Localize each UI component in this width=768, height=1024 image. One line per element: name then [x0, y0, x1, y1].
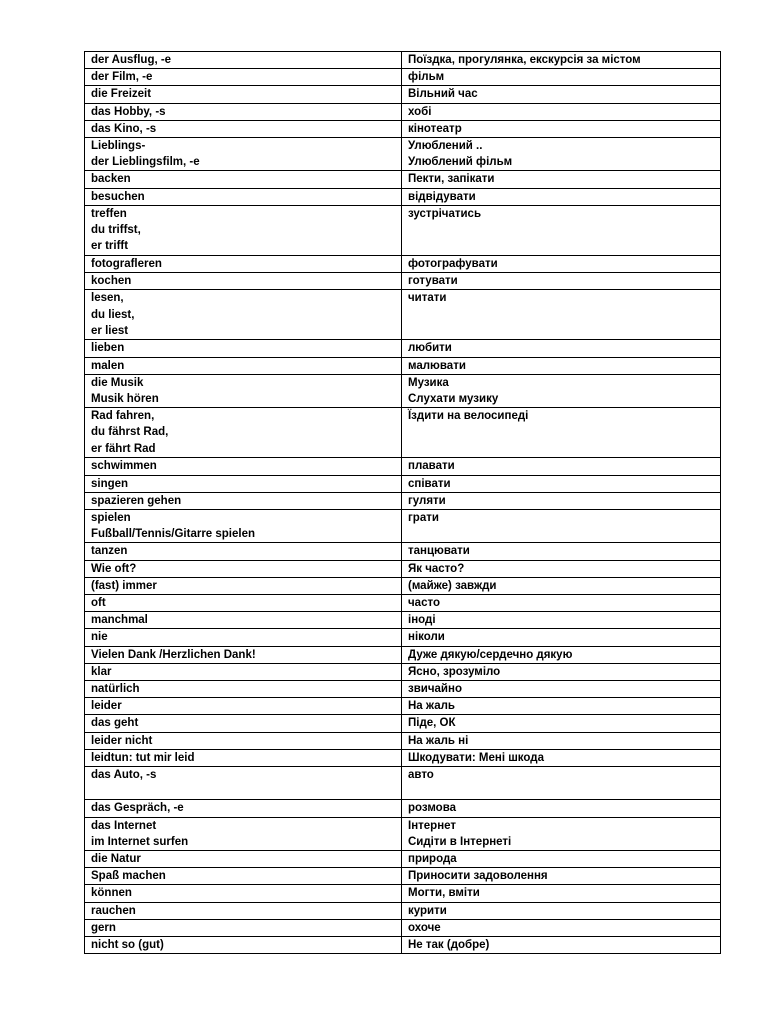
table-row	[85, 188, 721, 205]
table-row	[85, 138, 721, 171]
vocabulary-table	[84, 51, 721, 954]
ukrainian-translation-cell: Піде, ОК	[402, 715, 721, 732]
ukrainian-translation-cell: плавати	[402, 458, 721, 475]
ukrainian-translation-cell: іноді	[402, 612, 721, 629]
table-row	[85, 374, 721, 407]
german-term-cell: nicht so (gut)	[85, 937, 402, 954]
german-term-cell: Vielen Dank /Herzlichen Dank!	[85, 646, 402, 663]
ukrainian-translation-cell: малювати	[402, 357, 721, 374]
german-term-cell: Lieblings- der Lieblingsfilm, -e	[85, 138, 402, 171]
german-term-cell: besuchen	[85, 188, 402, 205]
german-term-cell: spielen Fußball/Tennis/Gitarre spielen	[85, 509, 402, 542]
ukrainian-translation-cell: На жаль	[402, 698, 721, 715]
table-row	[85, 577, 721, 594]
vocabulary-table-body	[85, 52, 721, 954]
table-row	[85, 509, 721, 542]
german-term-cell: spazieren gehen	[85, 492, 402, 509]
table-row	[85, 52, 721, 69]
ukrainian-translation-cell: любити	[402, 340, 721, 357]
ukrainian-translation-cell: природа	[402, 850, 721, 867]
table-row	[85, 885, 721, 902]
ukrainian-translation-cell: (майже) завжди	[402, 577, 721, 594]
german-term-cell: können	[85, 885, 402, 902]
german-term-cell: nie	[85, 629, 402, 646]
german-term-cell: Spaß machen	[85, 868, 402, 885]
german-term-cell: schwimmen	[85, 458, 402, 475]
table-row	[85, 749, 721, 766]
ukrainian-translation-cell: Пекти, запікати	[402, 171, 721, 188]
german-term-cell: natürlich	[85, 680, 402, 697]
ukrainian-translation-cell: авто	[402, 766, 721, 799]
ukrainian-translation-cell: Шкодувати: Мені шкода	[402, 749, 721, 766]
table-row	[85, 273, 721, 290]
ukrainian-translation-cell: На жаль ні	[402, 732, 721, 749]
ukrainian-translation-cell: звичайно	[402, 680, 721, 697]
table-row	[85, 868, 721, 885]
ukrainian-translation-cell: Дуже дякую/сердечно дякую	[402, 646, 721, 663]
table-row	[85, 766, 721, 799]
german-term-cell: leidtun: tut mir leid	[85, 749, 402, 766]
table-row	[85, 408, 721, 458]
ukrainian-translation-cell: готувати	[402, 273, 721, 290]
german-term-cell: malen	[85, 357, 402, 374]
table-row	[85, 171, 721, 188]
ukrainian-translation-cell: Музика Слухати музику	[402, 374, 721, 407]
table-row	[85, 560, 721, 577]
ukrainian-translation-cell: кінотеатр	[402, 120, 721, 137]
ukrainian-translation-cell: Ясно, зрозуміло	[402, 663, 721, 680]
table-row	[85, 937, 721, 954]
table-row	[85, 612, 721, 629]
table-row	[85, 732, 721, 749]
german-term-cell: kochen	[85, 273, 402, 290]
german-term-cell: treffen du triffst, er trifft	[85, 205, 402, 255]
ukrainian-translation-cell: фотографувати	[402, 255, 721, 272]
table-row	[85, 458, 721, 475]
ukrainian-translation-cell: Не так (добре)	[402, 937, 721, 954]
german-term-cell: lesen, du liest, er liest	[85, 290, 402, 340]
table-row	[85, 290, 721, 340]
table-row	[85, 357, 721, 374]
ukrainian-translation-cell: Вільний час	[402, 86, 721, 103]
ukrainian-translation-cell: Інтернет Сидіти в Інтернеті	[402, 817, 721, 850]
ukrainian-translation-cell: зустрічатись	[402, 205, 721, 255]
table-row	[85, 340, 721, 357]
german-term-cell: das Internet im Internet surfen	[85, 817, 402, 850]
german-term-cell: der Ausflug, -e	[85, 52, 402, 69]
german-term-cell: die Musik Musik hören	[85, 374, 402, 407]
german-term-cell: oft	[85, 594, 402, 611]
table-row	[85, 86, 721, 103]
table-row	[85, 663, 721, 680]
ukrainian-translation-cell: Приносити задоволення	[402, 868, 721, 885]
table-row	[85, 492, 721, 509]
ukrainian-translation-cell: Їздити на велосипеді	[402, 408, 721, 458]
table-row	[85, 646, 721, 663]
table-row	[85, 475, 721, 492]
table-row	[85, 850, 721, 867]
ukrainian-translation-cell: фільм	[402, 69, 721, 86]
german-term-cell: tanzen	[85, 543, 402, 560]
german-term-cell: manchmal	[85, 612, 402, 629]
ukrainian-translation-cell: гуляти	[402, 492, 721, 509]
table-row	[85, 715, 721, 732]
ukrainian-translation-cell: ніколи	[402, 629, 721, 646]
ukrainian-translation-cell: Улюблений .. Улюблений фільм	[402, 138, 721, 171]
ukrainian-translation-cell: охоче	[402, 919, 721, 936]
table-row	[85, 698, 721, 715]
ukrainian-translation-cell: розмова	[402, 800, 721, 817]
table-row	[85, 69, 721, 86]
table-row	[85, 103, 721, 120]
german-term-cell: klar	[85, 663, 402, 680]
table-row	[85, 594, 721, 611]
table-row	[85, 255, 721, 272]
ukrainian-translation-cell: грати	[402, 509, 721, 542]
table-row	[85, 800, 721, 817]
german-term-cell: leider	[85, 698, 402, 715]
german-term-cell: singen	[85, 475, 402, 492]
german-term-cell: der Film, -e	[85, 69, 402, 86]
german-term-cell: Rad fahren, du fährst Rad, er fährt Rad	[85, 408, 402, 458]
german-term-cell: gern	[85, 919, 402, 936]
table-row	[85, 680, 721, 697]
german-term-cell: das Auto, -s	[85, 766, 402, 799]
table-row	[85, 120, 721, 137]
ukrainian-translation-cell: Як часто?	[402, 560, 721, 577]
german-term-cell: fotografleren	[85, 255, 402, 272]
german-term-cell: Wie oft?	[85, 560, 402, 577]
german-term-cell: die Natur	[85, 850, 402, 867]
german-term-cell: das geht	[85, 715, 402, 732]
ukrainian-translation-cell: читати	[402, 290, 721, 340]
german-term-cell: das Hobby, -s	[85, 103, 402, 120]
ukrainian-translation-cell: Могти, вміти	[402, 885, 721, 902]
german-term-cell: backen	[85, 171, 402, 188]
ukrainian-translation-cell: часто	[402, 594, 721, 611]
ukrainian-translation-cell: відвідувати	[402, 188, 721, 205]
ukrainian-translation-cell: співати	[402, 475, 721, 492]
german-term-cell: (fast) immer	[85, 577, 402, 594]
table-row	[85, 543, 721, 560]
table-row	[85, 817, 721, 850]
table-row	[85, 919, 721, 936]
german-term-cell: das Kino, -s	[85, 120, 402, 137]
table-row	[85, 629, 721, 646]
german-term-cell: rauchen	[85, 902, 402, 919]
german-term-cell: die Freizeit	[85, 86, 402, 103]
ukrainian-translation-cell: танцювати	[402, 543, 721, 560]
table-row	[85, 902, 721, 919]
table-row	[85, 205, 721, 255]
ukrainian-translation-cell: Поїздка, прогулянка, екскурсія за містом	[402, 52, 721, 69]
german-term-cell: das Gespräch, -e	[85, 800, 402, 817]
german-term-cell: leider nicht	[85, 732, 402, 749]
german-term-cell: lieben	[85, 340, 402, 357]
ukrainian-translation-cell: курити	[402, 902, 721, 919]
ukrainian-translation-cell: хобі	[402, 103, 721, 120]
